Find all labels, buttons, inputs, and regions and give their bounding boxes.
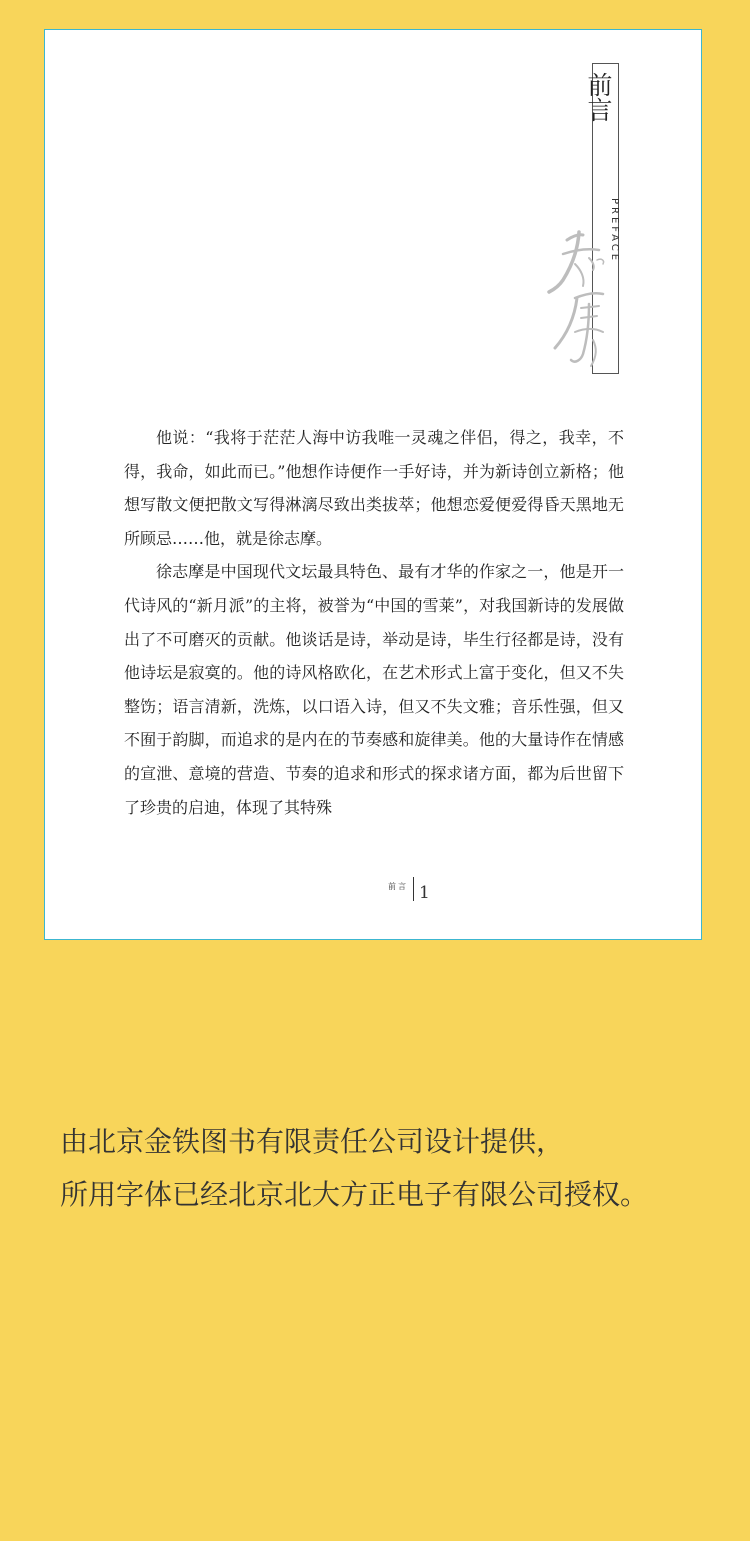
credit-line-2: 所用字体已经北京北大方正电子有限公司授权。 (60, 1178, 649, 1211)
signature-calligraphy (545, 228, 609, 373)
preface-title-en: PREFACE (609, 198, 620, 264)
footer-running-title: 前言 (388, 882, 408, 891)
credit-notice (60, 1115, 720, 1221)
book-page (44, 29, 702, 940)
page-number: 1 (419, 883, 430, 903)
footer-divider (413, 877, 414, 901)
preface-body (124, 421, 624, 824)
preface-title-cn: 前言 (584, 72, 613, 122)
preface-paragraph-2: 徐志摩是中国现代文坛最具特色、最有才华的作家之一，他是开一代诗风的“新月派”的主将，被誉为“中国的雪莱”，对我国新诗的发展做出了不可磨灭的贡献。他谈话是诗，举动是诗，毕生行径都是诗，没有他诗坛是寂寞的。他的诗风格欧化，在艺术形式上富于变化，但又不失整饬；语言清新，洗炼，以口语入诗，但又不失文雅；音乐性强，但又不囿于韵脚，而追求的是内在的节奏感和旋律美。他的大量诗作在情感的宣泄、意境的营造、节奏的追求和形式的探求诸方面，都为后世留下了珍贵的启迪，体现了其特殊 (124, 562, 624, 817)
preface-paragraph-1: 他说：“我将于茫茫人海中访我唯一灵魂之伴侣，得之，我幸，不得，我命，如此而已。”他想作诗便作一手好诗，并为新诗创立新格；他想写散文便把散文写得淋漓尽致出类拔萃；他想恋爱便爱得昏天黑地无所顾忌……他，就是徐志摩。 (124, 428, 624, 548)
credit-line-1: 由北京金铁图书有限责任公司设计提供， (60, 1125, 565, 1158)
